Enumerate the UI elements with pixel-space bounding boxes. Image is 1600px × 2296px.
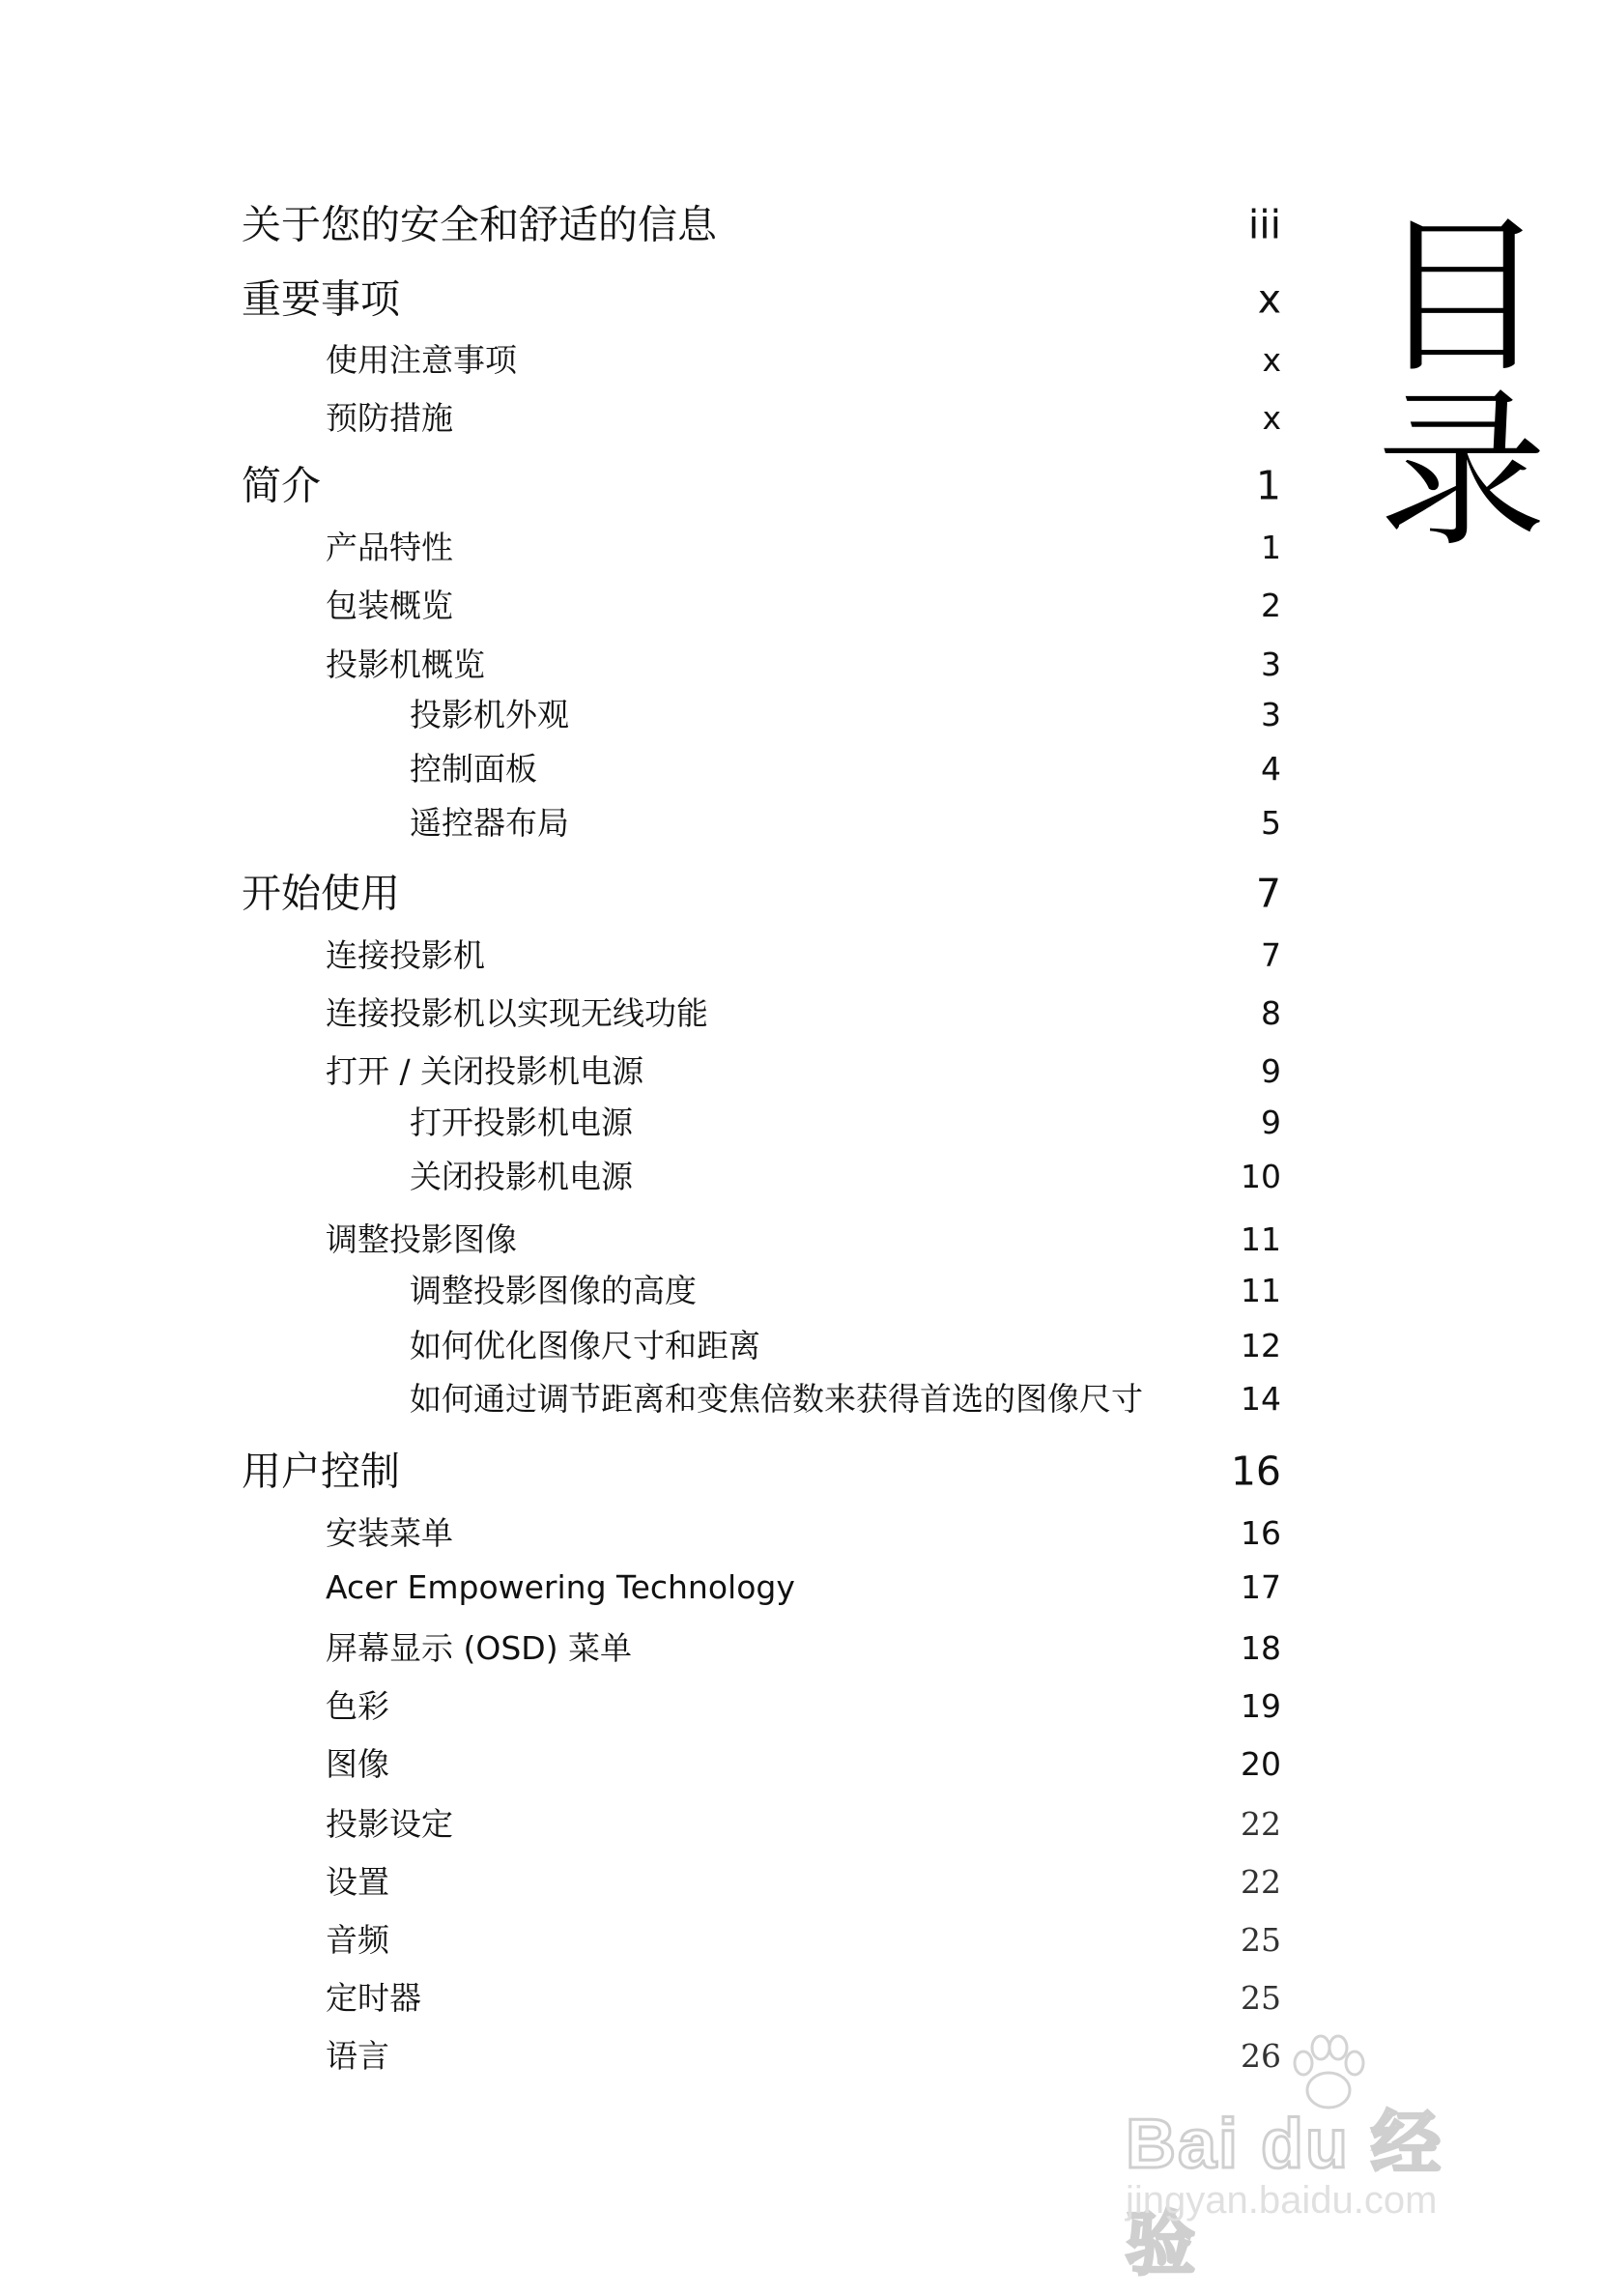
toc-entry[interactable]	[0, 1921, 1600, 1960]
toc-entry-title: 屏幕显示 (OSD) 菜单	[326, 1629, 633, 1668]
toc-entry-title: 重要事项	[242, 275, 400, 323]
toc-entry[interactable]	[0, 1629, 1600, 1668]
toc-entry-page: 3	[1261, 696, 1281, 734]
toc-entry-page: 25	[1241, 1921, 1281, 1960]
toc-entry[interactable]	[0, 399, 1600, 438]
toc-entry-title: 安装菜单	[326, 1514, 453, 1553]
toc-entry[interactable]	[0, 1863, 1600, 1902]
toc-entry-title: 如何优化图像尺寸和距离	[410, 1327, 760, 1365]
toc-entry[interactable]	[0, 1448, 1600, 1495]
toc-entry-page: 22	[1241, 1805, 1281, 1844]
watermark	[1126, 2024, 1512, 2283]
toc-entry[interactable]	[0, 1979, 1600, 2018]
toc-entry[interactable]	[0, 994, 1600, 1033]
toc-entry-page: 11	[1241, 1272, 1281, 1310]
toc-entry-title: 连接投影机以实现无线功能	[326, 994, 708, 1033]
toc-entry-title: 投影设定	[326, 1805, 453, 1844]
toc-entry-title: Acer Empowering Technology	[326, 1568, 795, 1607]
toc-entry[interactable]	[0, 1220, 1600, 1259]
toc-entry-page: 7	[1261, 936, 1281, 975]
toc-entry[interactable]	[0, 1380, 1600, 1419]
toc-entry-page: 25	[1241, 1979, 1281, 2018]
toc-entry[interactable]	[0, 936, 1600, 975]
toc-entry-page: 18	[1241, 1629, 1281, 1668]
toc-entry-title: 关于您的安全和舒适的信息	[242, 201, 717, 248]
toc-entry-title: 使用注意事项	[326, 341, 517, 380]
toc-entry[interactable]	[0, 1687, 1600, 1726]
toc-entry-page: 11	[1241, 1220, 1281, 1259]
toc-entry-title: 遥控器布局	[410, 804, 569, 843]
toc-entry[interactable]	[0, 870, 1600, 917]
toc-entry[interactable]	[0, 201, 1600, 248]
toc-entry-title: 包装概览	[326, 587, 453, 625]
toc-entry-title: 色彩	[326, 1687, 389, 1726]
watermark-brand: Bai du 经验	[1126, 2106, 1443, 2283]
toc-entry-title: 打开 / 关闭投影机电源	[326, 1052, 644, 1091]
toc-entry-page: 1	[1255, 462, 1281, 509]
toc-entry-title: 如何通过调节距离和变焦倍数来获得首选的图像尺寸	[410, 1380, 1143, 1419]
toc-entry[interactable]	[0, 1104, 1600, 1142]
toc-entry[interactable]	[0, 750, 1600, 789]
toc-entry[interactable]	[0, 1805, 1600, 1844]
toc-entry[interactable]	[0, 462, 1600, 509]
toc-entry-page: 22	[1241, 1863, 1281, 1902]
toc-entry-title: 简介	[242, 462, 321, 509]
toc-entry-title: 控制面板	[410, 750, 537, 789]
toc-entry[interactable]	[0, 646, 1600, 684]
toc-entry[interactable]	[0, 1514, 1600, 1553]
toc-entry-title: 用户控制	[242, 1448, 400, 1495]
toc-entry-page: 16	[1230, 1448, 1281, 1495]
toc-entry-page: 26	[1241, 2037, 1281, 2076]
toc-entry[interactable]	[0, 696, 1600, 734]
toc-entry[interactable]	[0, 341, 1600, 380]
toc-entry-page: 1	[1261, 529, 1281, 567]
toc-entry-page: 3	[1261, 646, 1281, 684]
toc-entry-page: 4	[1261, 750, 1281, 789]
toc-entry-page: 9	[1261, 1104, 1281, 1142]
toc-entry-page: 10	[1241, 1158, 1281, 1196]
side-title	[1370, 198, 1554, 570]
side-title-char-2: 录	[1376, 371, 1547, 570]
toc-entry[interactable]	[0, 1568, 1600, 1607]
toc-entry[interactable]	[0, 804, 1600, 843]
toc-entry-title: 定时器	[326, 1979, 421, 2018]
toc-entry-page: 20	[1241, 1745, 1281, 1784]
toc-entry-page: 17	[1241, 1568, 1281, 1607]
toc-entry-title: 图像	[326, 1745, 389, 1784]
toc-entry-page: 5	[1261, 804, 1281, 843]
toc-entry-page: 14	[1241, 1380, 1281, 1419]
toc-entry-title: 连接投影机	[326, 936, 485, 975]
toc-entry[interactable]	[0, 1158, 1600, 1196]
toc-entry[interactable]	[0, 1052, 1600, 1091]
toc-entry-page: 9	[1261, 1052, 1281, 1091]
toc-entry-page: 8	[1261, 994, 1281, 1033]
toc-entry-title: 调整投影图像	[326, 1220, 517, 1259]
toc-entry-title: 调整投影图像的高度	[410, 1272, 697, 1310]
toc-entry[interactable]	[0, 587, 1600, 625]
toc-entry-page: 19	[1241, 1687, 1281, 1726]
toc-entry-page: 2	[1261, 587, 1281, 625]
toc-entry-title: 语言	[326, 2037, 389, 2076]
toc-entry-page: x	[1262, 341, 1281, 380]
toc-entry-title: 投影机外观	[410, 696, 569, 734]
toc-entry-title: 关闭投影机电源	[410, 1158, 633, 1196]
toc-entry-page: 12	[1241, 1327, 1281, 1365]
toc-entry-page: x	[1257, 275, 1281, 323]
toc-entry-title: 设置	[326, 1863, 389, 1902]
toc-entry-title: 打开投影机电源	[410, 1104, 633, 1142]
toc-entry-page: iii	[1247, 201, 1281, 248]
toc-entry-title: 开始使用	[242, 870, 400, 917]
side-title-char-1: 目	[1376, 198, 1547, 396]
toc-entry-title: 投影机概览	[326, 646, 485, 684]
toc-entry-title: 产品特性	[326, 529, 453, 567]
toc-entry-title: 音频	[326, 1921, 389, 1960]
toc-entry-title: 预防措施	[326, 399, 453, 438]
toc-entry[interactable]	[0, 529, 1600, 567]
watermark-url: jingyan.baidu.com	[1126, 2179, 1438, 2222]
toc-entry-page: 7	[1255, 870, 1281, 917]
toc-entry[interactable]	[0, 1272, 1600, 1310]
toc-entry[interactable]	[0, 1327, 1600, 1365]
toc-entry-page: 16	[1241, 1514, 1281, 1553]
toc-entry[interactable]	[0, 275, 1600, 323]
toc-entry-page: x	[1262, 399, 1281, 438]
